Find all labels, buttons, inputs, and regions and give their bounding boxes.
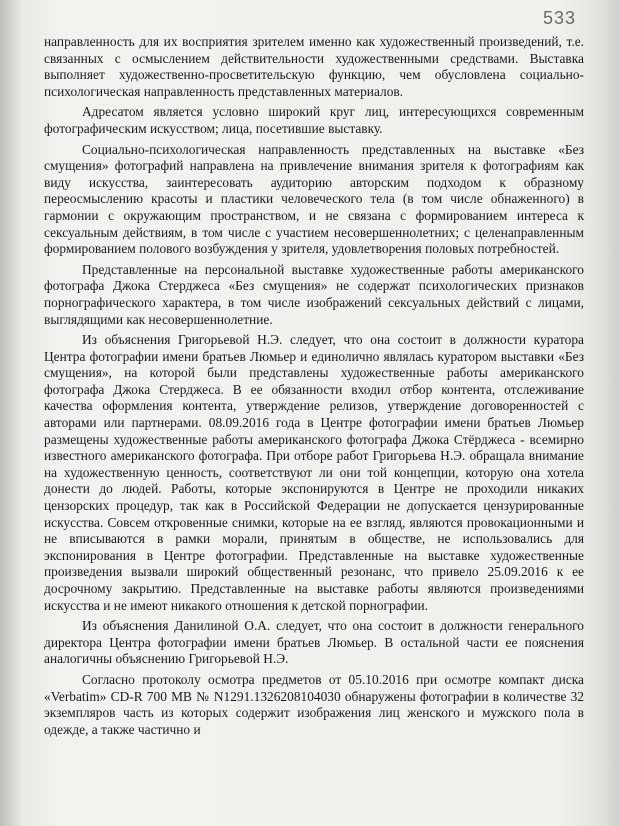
paragraph-social-psychological: Социально-психологическая направленность представленных на выставке «Без смущения» фотографий направлена на привлечение внимания зрителя к фотографиям как виду искусства, заинтересовать аудиторию авторским подходом к образному переосмыслению красоты и пластики человеческого тела (в том числе обнаженного) в гармонии с окружающим пространством, и не связана с формированием интереса к сексуальным действиям, в том числе с участием несовершеннолетних; с целенаправленным формированием полового возбуждения у зрителя, удовлетворения половых потребностей. — [44, 141, 584, 257]
paragraph-continuation: направленность для их восприятия зрителем именно как художественный произведений, т.е. связанных с осмыслением действительности художественными средствами. Выставка выполняет художественно-просветительскую функцию, чем обусловлена социально-психологическая направленность представленных материалов. — [44, 34, 584, 99]
document-body — [44, 34, 584, 742]
paragraph-addressee: Адресатом является условно широкий круг лиц, интересующихся современным фотографическим искусством; лица, посетившие выставку. — [44, 104, 584, 136]
paragraph-inspection-protocol: Согласно протоколу осмотра предметов от 05.10.2016 при осмотре компакт диска «Verbatim» CD-R 700 MB № N1291.1326208104030 обнаружены фотографии в количестве 32 экземпляров часть из которых содержит изображения лиц женского и мужского пола в одежде, а также частично и — [44, 671, 584, 737]
page-number: 533 — [542, 8, 576, 28]
paragraph-conclusion: Представленные на персональной выставке художественные работы американского фотографа Джока Стерджеса «Без смущения» не содержат психологических признаков порнографического характера, в том числе изображений сексуальных действий с лицами, выглядящими как несовершеннолетние. — [44, 261, 584, 327]
paragraph-grigorieva-statement: Из объяснения Григорьевой Н.Э. следует, что она состоит в должности куратора Центра фотографии имени братьев Люмьер и единолично являлась куратором выставки «Без смущения», на которой были представлены художественные работы американского фотографа Джока Стерджеса. В ее обязанности входил отбор контента, отслеживание качества оформления контента, утверждение релизов, утверждение договоренностей с авторами или партнерами. 08.09.2016 года в Центре фотографии имени братьев Люмьер размещены художественные работы американского фотографа Джока Стёрджеса - всемирно известного американского фотографа. При отборе работ Григорьева Н.Э. обращала внимание на художественную ценность, соответствуют ли они той концепции, которую она хотела донести до людей. Работы, которые экспонируются в Центре не проходили никаких цензорских процедур, так как в Российской Федерации не допускается цензурированные искусства. Совсем откровенные снимки, которые на ее взгляд, являются провокационными и не вписываются в рамки морали, принятым в обществе, не использовались для экспонирования в Центре фотографии. Представленные на выставке художественные произведения вызвали широкий общественный резонанс, что привело 25.09.2016 к ее досрочному закрытию. Представленные на выставке работы являются произведениями искусства и не имеют никакого отношения к детской порнографии. — [44, 332, 584, 613]
paragraph-danilina-statement: Из объяснения Данилиной О.А. следует, что она состоит в должности генерального директора Центра фотографии имени братьев Люмьер. В остальной части ее пояснения аналогичны объяснению Григорьевой Н.Э. — [44, 618, 584, 667]
